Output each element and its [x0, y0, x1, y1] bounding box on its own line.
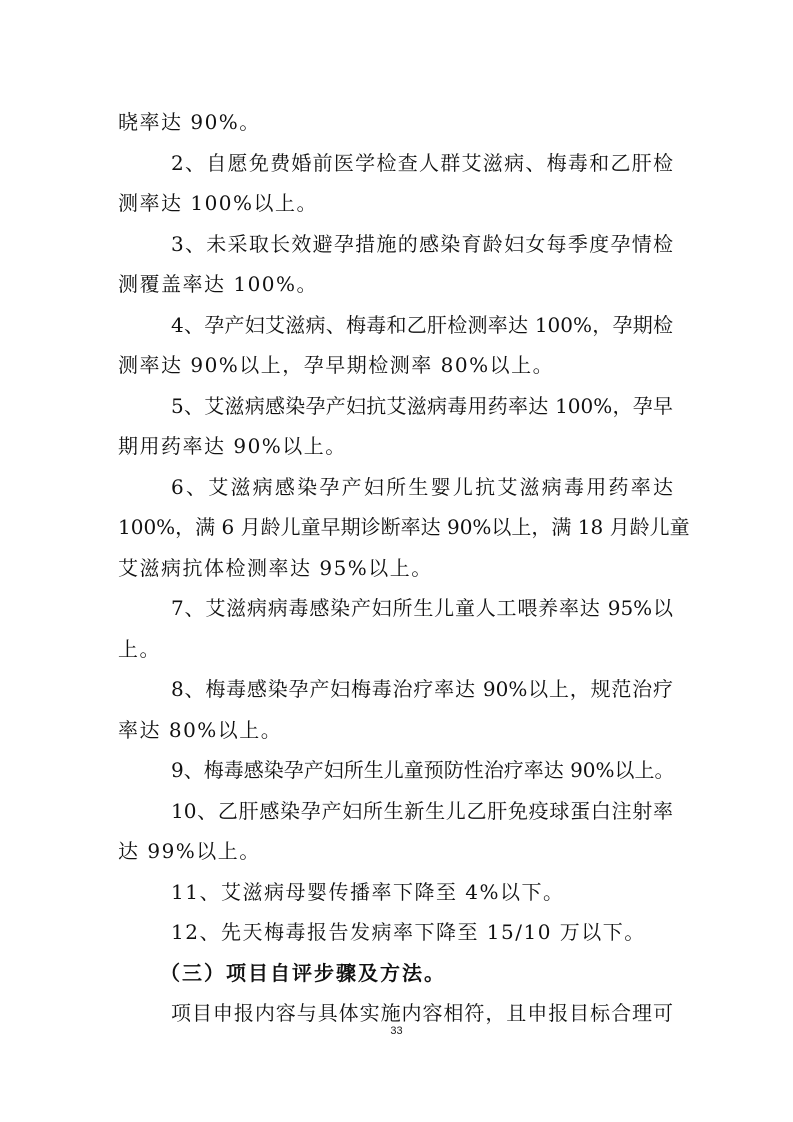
text-line: 100%，满 6 月龄儿童早期诊断率达 90%以上，满 18 月龄儿童	[118, 515, 690, 539]
text-line: 6、艾滋病感染孕产妇所生婴儿抗艾滋病毒用药率达	[171, 475, 673, 499]
text-line: 测率达 90%以上，孕早期检测率 80%以上。	[118, 353, 555, 377]
text-line: 10、乙肝感染孕产妇所生新生儿乙肝免疫球蛋白注射率	[171, 799, 673, 823]
section-heading: （三）项目自评步骤及方法。	[160, 961, 446, 985]
text-line: 3、未采取长效避孕措施的感染育龄妇女每季度孕情检	[171, 232, 673, 256]
text-line: 率达 80%以上。	[118, 718, 283, 742]
text-line: 艾滋病抗体检测率达 95%以上。	[118, 556, 433, 580]
page-number: 33	[390, 1025, 403, 1037]
text-line: 上。	[118, 637, 161, 661]
text-line: 期用药率达 90%以上。	[118, 434, 347, 458]
text-line: 晓率达 90%。	[118, 110, 261, 134]
text-line: 9、梅毒感染孕产妇所生儿童预防性治疗率达 90%以上。	[171, 758, 675, 782]
text-line: 8、梅毒感染孕产妇梅毒治疗率达 90%以上，规范治疗	[171, 677, 673, 701]
text-line: 12、先天梅毒报告发病率下降至 15/10 万以下。	[171, 920, 646, 944]
text-line: 测率达 100%以上。	[118, 191, 319, 215]
text-line: 11、艾滋病母婴传播率下降至 4%以下。	[171, 880, 565, 904]
text-line: 测覆盖率达 100%。	[118, 272, 319, 296]
text-line: 项目申报内容与具体实施内容相符，且申报目标合理可	[171, 1001, 673, 1025]
text-line: 5、艾滋病感染孕产妇抗艾滋病毒用药率达 100%，孕早	[171, 394, 673, 418]
text-line: 7、艾滋病病毒感染产妇所生儿童人工喂养率达 95%以	[171, 596, 673, 620]
text-line: 2、自愿免费婚前医学检查人群艾滋病、梅毒和乙肝检	[171, 151, 673, 175]
text-line: 4、孕产妇艾滋病、梅毒和乙肝检测率达 100%，孕期检	[171, 313, 673, 337]
text-line: 达 99%以上。	[118, 839, 261, 863]
